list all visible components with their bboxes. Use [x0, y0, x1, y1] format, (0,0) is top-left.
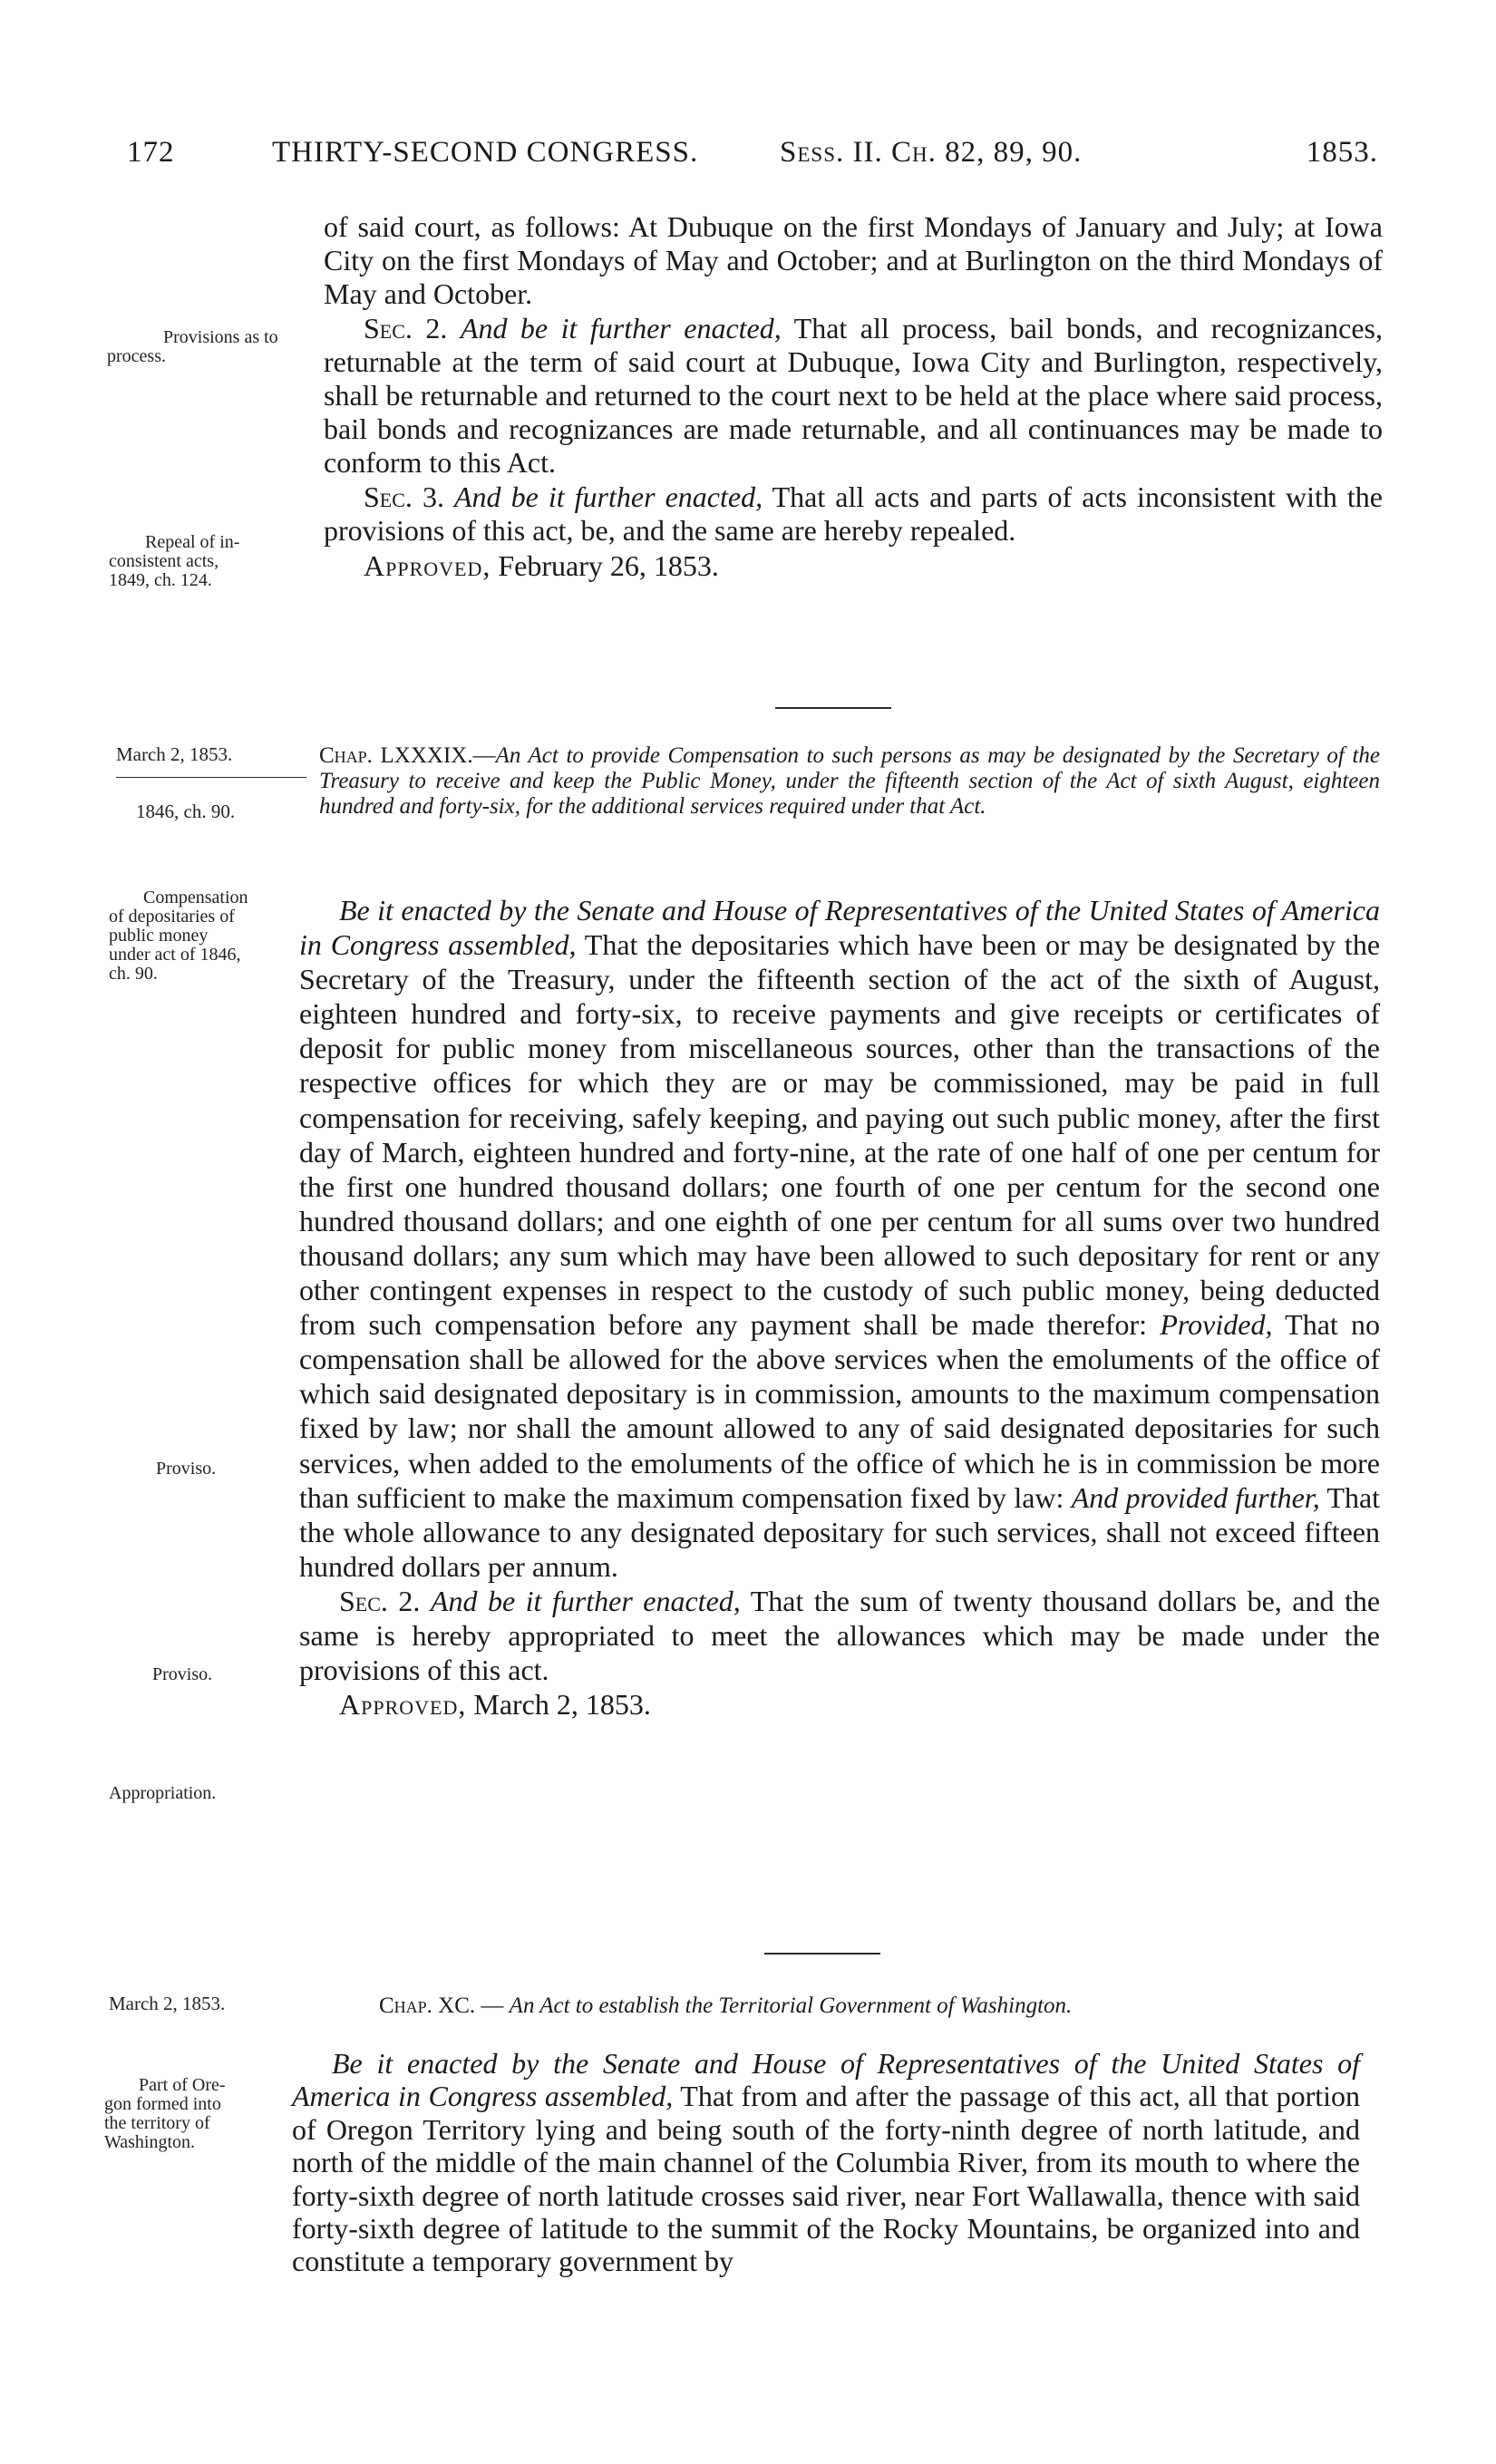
section-label: Sec. 3. — [364, 480, 444, 513]
approved-line — [299, 1687, 1380, 1722]
margin-line: Part of Ore- — [139, 2075, 226, 2095]
enacting-phrase: And be it further enacted, — [460, 311, 782, 344]
chapter-label: Chap. LXXXIX.— — [319, 743, 496, 768]
margin-note-repeal — [109, 533, 317, 590]
section-text: That no compensation shall be allowed for the above services when the emoluments of the office of which said designated depositary is in commission, amounts to the maximum compensation fixed by law; nor shall the amount allowed to any of said designated depositaries for such services, when added to the emoluments of the office of which he is in commission be more than sufficient to make the maximum compensation fixed by law: — [299, 1308, 1381, 1514]
section-3-paragraph — [324, 480, 1383, 548]
proviso-word: Provided, — [1160, 1308, 1273, 1342]
margin-rule — [116, 777, 306, 778]
enacting-clause: Be it enacted by the Senate and House of Representatives of the United States of America in Congress assembled, — [292, 2047, 1360, 2113]
margin-note-appropriation: Appropriation. — [109, 1783, 217, 1803]
chapter-89-body — [299, 893, 1380, 1722]
session-chapters: Sess. II. Ch. 82, 89, 90. — [780, 136, 1083, 169]
section-text: That all process, bail bonds, and recognizances, returnable at the term of said court at Dubuque, Iowa City and Burlington, respectively, shall be returnable and returned to the court next to be held at the place where said process, bail bonds and recognizances are made returnable, and all continuances may be made to conform to this Act. — [324, 311, 1384, 480]
margin-line: public money — [109, 926, 209, 946]
chapter-90-title — [379, 1994, 1376, 2019]
section-divider — [764, 1953, 880, 1955]
act-title: An Act to establish the Territorial Government of Washington. — [509, 1994, 1073, 2018]
margin-line: Repeal of in- — [145, 532, 240, 552]
margin-note-washington — [104, 2076, 290, 2152]
section-2-paragraph — [299, 1584, 1380, 1687]
margin-line: gon formed into — [104, 2094, 221, 2114]
chapter-89-date: March 2, 1853. — [116, 743, 233, 765]
approved-date: February 26, 1853. — [498, 549, 719, 583]
margin-line: the territory of — [104, 2113, 210, 2133]
approved-word: Approved, — [364, 549, 491, 583]
page-number: 172 — [127, 136, 175, 169]
section-label: Sec. 2. — [339, 1584, 421, 1617]
section-2-paragraph — [324, 312, 1383, 480]
margin-line: 1849, ch. 124. — [109, 570, 212, 590]
margin-note-proviso-2: Proviso. — [152, 1664, 213, 1684]
section-text: That the sum of twenty thousand dollars be, and the same is hereby appropriated to meet the allowances which may be made under the provisions of this act. — [299, 1584, 1381, 1687]
section-label: Sec. 2. — [364, 311, 448, 344]
running-header — [127, 136, 1378, 181]
chapter-89-title — [319, 743, 1380, 820]
margin-line: Washington. — [104, 2132, 196, 2152]
header-year: 1853. — [1306, 136, 1378, 169]
section-text: That the depositaries which have been or may be designated by the Secretary of the Treasury, under the fifteenth section of the act of the sixth of August, eighteen hundred and forty-six, to receive payments and give receipts or certificates of deposit for public money from miscellaneous sources, other than the transactions of the respective offices for which they are or may be commissioned, may be paid in full compensation for receiving, safely keeping, and paying out such public money, after the first day of March, eighteen hundred and forty-nine, at the rate of one half of one per centum for the first one hundred thousand dollars; one fourth of one per centum for the second one hundred thousand dollars; and one eighth of one per centum for all sums over two hundred thousand dollars; any sum which may have been allowed to such depositary for rent or any other contingent expenses in respect to the custody of such public money, being deducted from such compensation before any payment shall be made therefor: — [299, 928, 1381, 1342]
enacting-clause: Be it enacted by the Senate and House of Representatives of the United States of America in Congress assembled, — [299, 894, 1380, 962]
act-title: An Act to provide Compensation to such persons as may be designated by the Secretary of the Treasury to receive and keep the Public Money, under the fifteenth section of the Act of sixth August, eighteen hundred and forty-six, for the additional services required under that Act. — [319, 743, 1381, 819]
section-text: That from and after the passage of this act, all that portion of Oregon Territory lying and being south of the forty-ninth degree of north latitude, and north of the middle of the main channel of the Columbia River, from its mouth to where the forty-sixth degree of north latitude crosses said river, near Fort Wallawalla, thence with said forty-sixth degree of latitude to the summit of the Rocky Mountains, be organized into and constitute a temporary government by — [292, 2080, 1361, 2278]
section-text: That all acts and parts of acts inconsistent with the provisions of this act, be, and the same are hereby repealed. — [324, 480, 1383, 547]
margin-note-proviso-1: Proviso. — [156, 1459, 217, 1479]
margin-line: Compensation — [143, 888, 248, 907]
congress-title: THIRTY-SECOND CONGRESS. — [272, 136, 699, 169]
section-divider — [775, 707, 891, 709]
margin-line: consistent acts, — [109, 551, 219, 571]
margin-line: ch. 90. — [109, 964, 158, 984]
chapter-label: Chap. XC. — — [379, 1994, 504, 2018]
chapter-89-reference: 1846, ch. 90. — [136, 800, 236, 822]
enacting-phrase: And be it further enacted, — [454, 480, 763, 513]
chapter-90-date: March 2, 1853. — [109, 1993, 226, 2014]
paragraph: of said court, as follows: At Dubuque on the first Mondays of January and July; at Iowa City on the first Mondays of May and October; and at Burlington on the third Mondays of May and October. — [324, 210, 1383, 311]
margin-line: of depositaries of — [109, 907, 235, 926]
chapter-90-body — [292, 2047, 1360, 2278]
approved-line — [324, 549, 1383, 583]
margin-line: under act of 1846, — [109, 945, 241, 965]
approved-date: March 2, 1853. — [473, 1688, 651, 1722]
enacting-paragraph — [299, 893, 1380, 1584]
enacting-phrase: And be it further enacted, — [430, 1584, 741, 1617]
chapter-82-continuation — [324, 210, 1383, 583]
enacting-paragraph — [292, 2047, 1360, 2278]
approved-word: Approved, — [339, 1688, 467, 1722]
margin-note-compensation — [109, 888, 313, 984]
margin-note-provisions: Provisions as to process. — [107, 327, 278, 366]
proviso-word: And provided further, — [1071, 1480, 1320, 1514]
section-text: That the whole allowance to any designated depositary for such services, shall not exceed fifteen hundred dollars per annum. — [299, 1480, 1381, 1583]
